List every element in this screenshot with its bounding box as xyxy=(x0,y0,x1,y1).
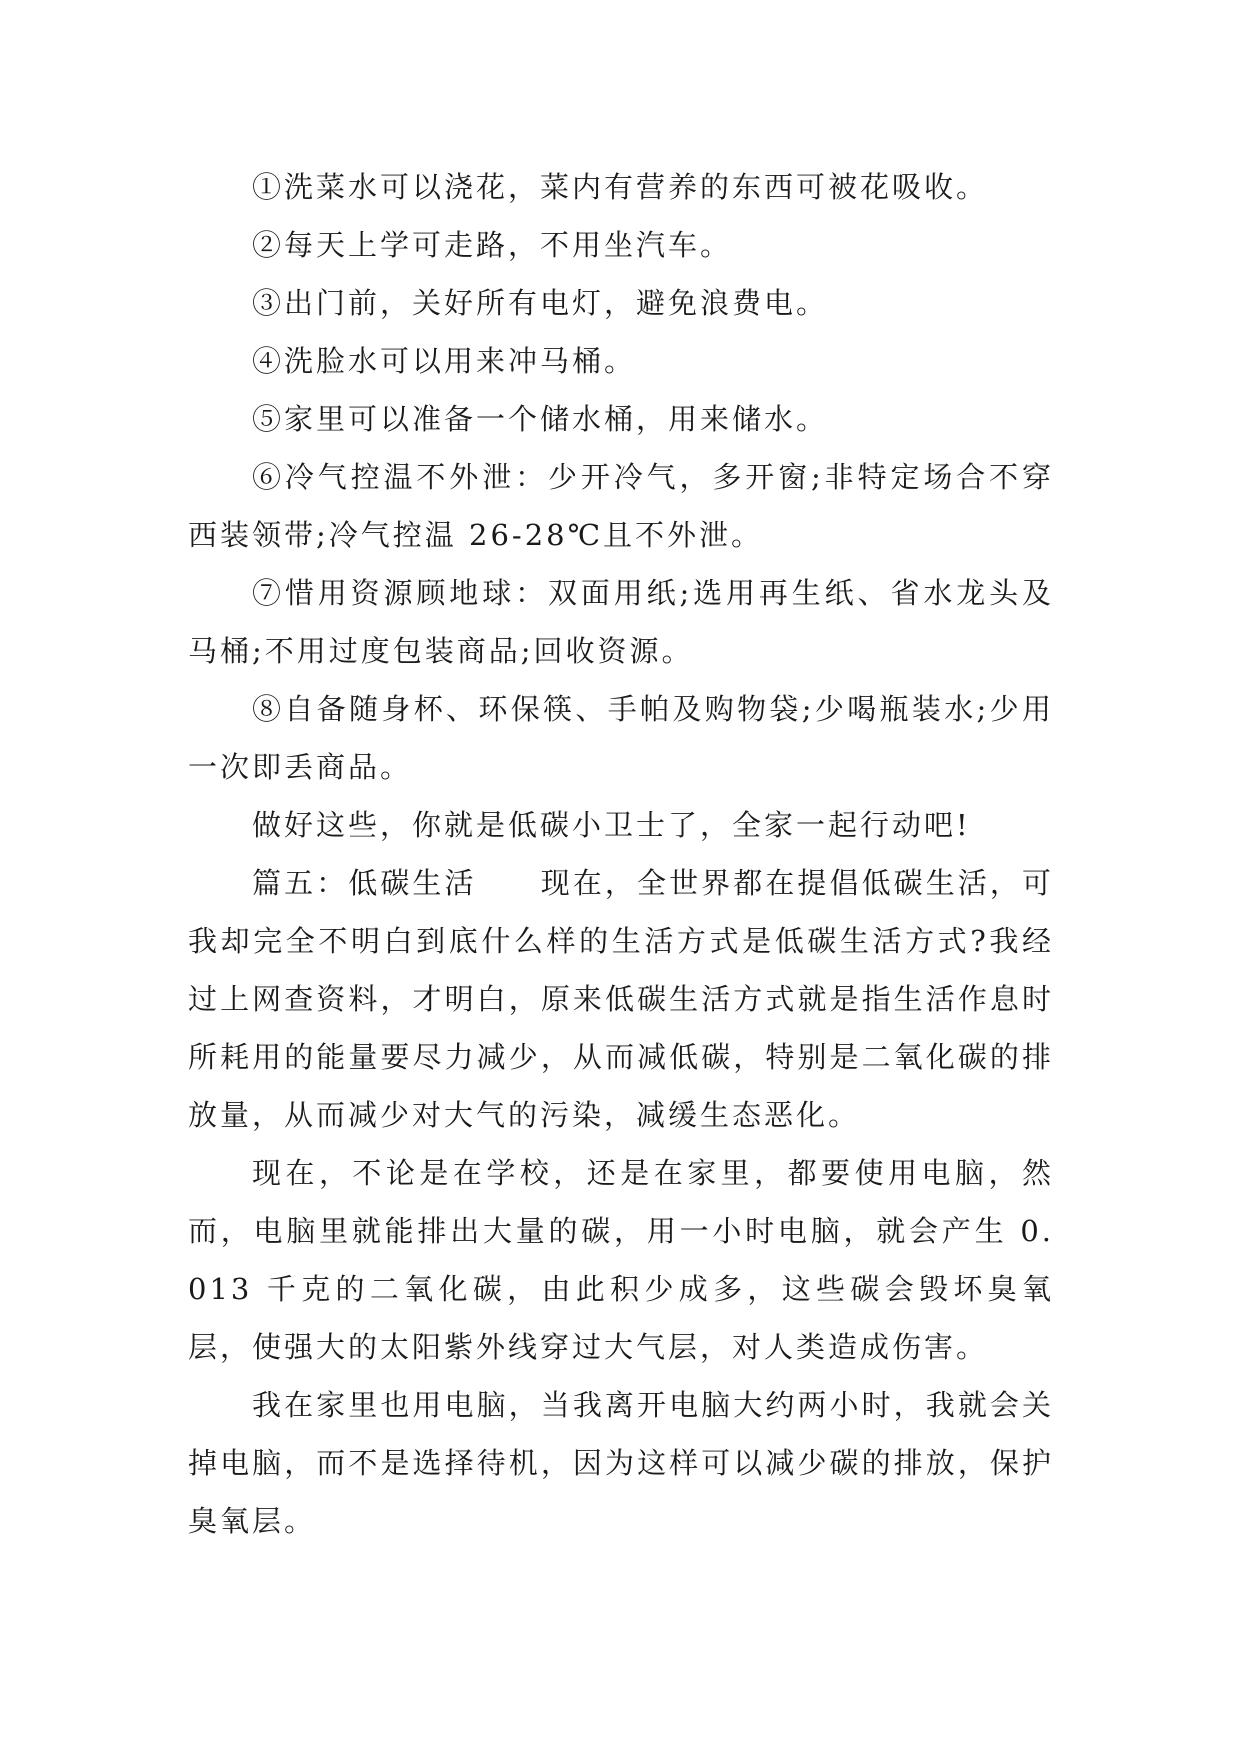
paragraph-tip-5: ⑤家里可以准备一个储水桶，用来储水。 xyxy=(252,402,829,436)
paragraph-tip-3: ③出门前，关好所有电灯，避免浪费电。 xyxy=(252,286,829,320)
paragraph-essay-five-intro: 篇五：低碳生活 现在，全世界都在提倡低碳生活，可我却完全不明白到底什么样的生活方式是低碳生活方式?我经过上网查资料，才明白，原来低碳生活方式就是指生活作息时所耗用的能量要尽力减少，从而减低碳，特别是二氧化碳的排放量，从而减少对大气的污染，减缓生态恶化。 xyxy=(188,866,1054,1132)
paragraph-tip-1: ①洗菜水可以浇花，菜内有营养的东西可被花吸收。 xyxy=(252,170,989,204)
paragraph-turn-off-computer: 我在家里也用电脑，当我离开电脑大约两小时，我就会关掉电脑，而不是选择待机，因为这样可以减少碳的排放，保护臭氧层。 xyxy=(188,1388,1054,1538)
paragraph-tip-4: ④洗脸水可以用来冲马桶。 xyxy=(252,344,637,378)
paragraph-tip-7: ⑦惜用资源顾地球：双面用纸;选用再生纸、省水龙头及马桶;不用过度包装商品;回收资源。 xyxy=(188,576,1054,668)
paragraph-computer-carbon: 现在，不论是在学校，还是在家里，都要使用电脑，然而，电脑里就能排出大量的碳，用一小时电脑，就会产生 0.013 千克的二氧化碳，由此积少成多，这些碳会毁坏臭氧层，使强大的太阳紫外线穿过大气层，对人类造成伤害。 xyxy=(188,1156,1054,1364)
paragraph-closing: 做好这些，你就是低碳小卫士了，全家一起行动吧! xyxy=(252,808,971,842)
paragraph-tip-6: ⑥冷气控温不外泄：少开冷气，多开窗;非特定场合不穿西装领带;冷气控温 26-28℃且不外泄。 xyxy=(188,460,1054,552)
paragraph-tip-2: ②每天上学可走路，不用坐汽车。 xyxy=(252,228,733,262)
document-body xyxy=(188,158,1054,1550)
paragraph-tip-8: ⑧自备随身杯、环保筷、手帕及购物袋;少喝瓶装水;少用一次即丢商品。 xyxy=(188,692,1054,784)
